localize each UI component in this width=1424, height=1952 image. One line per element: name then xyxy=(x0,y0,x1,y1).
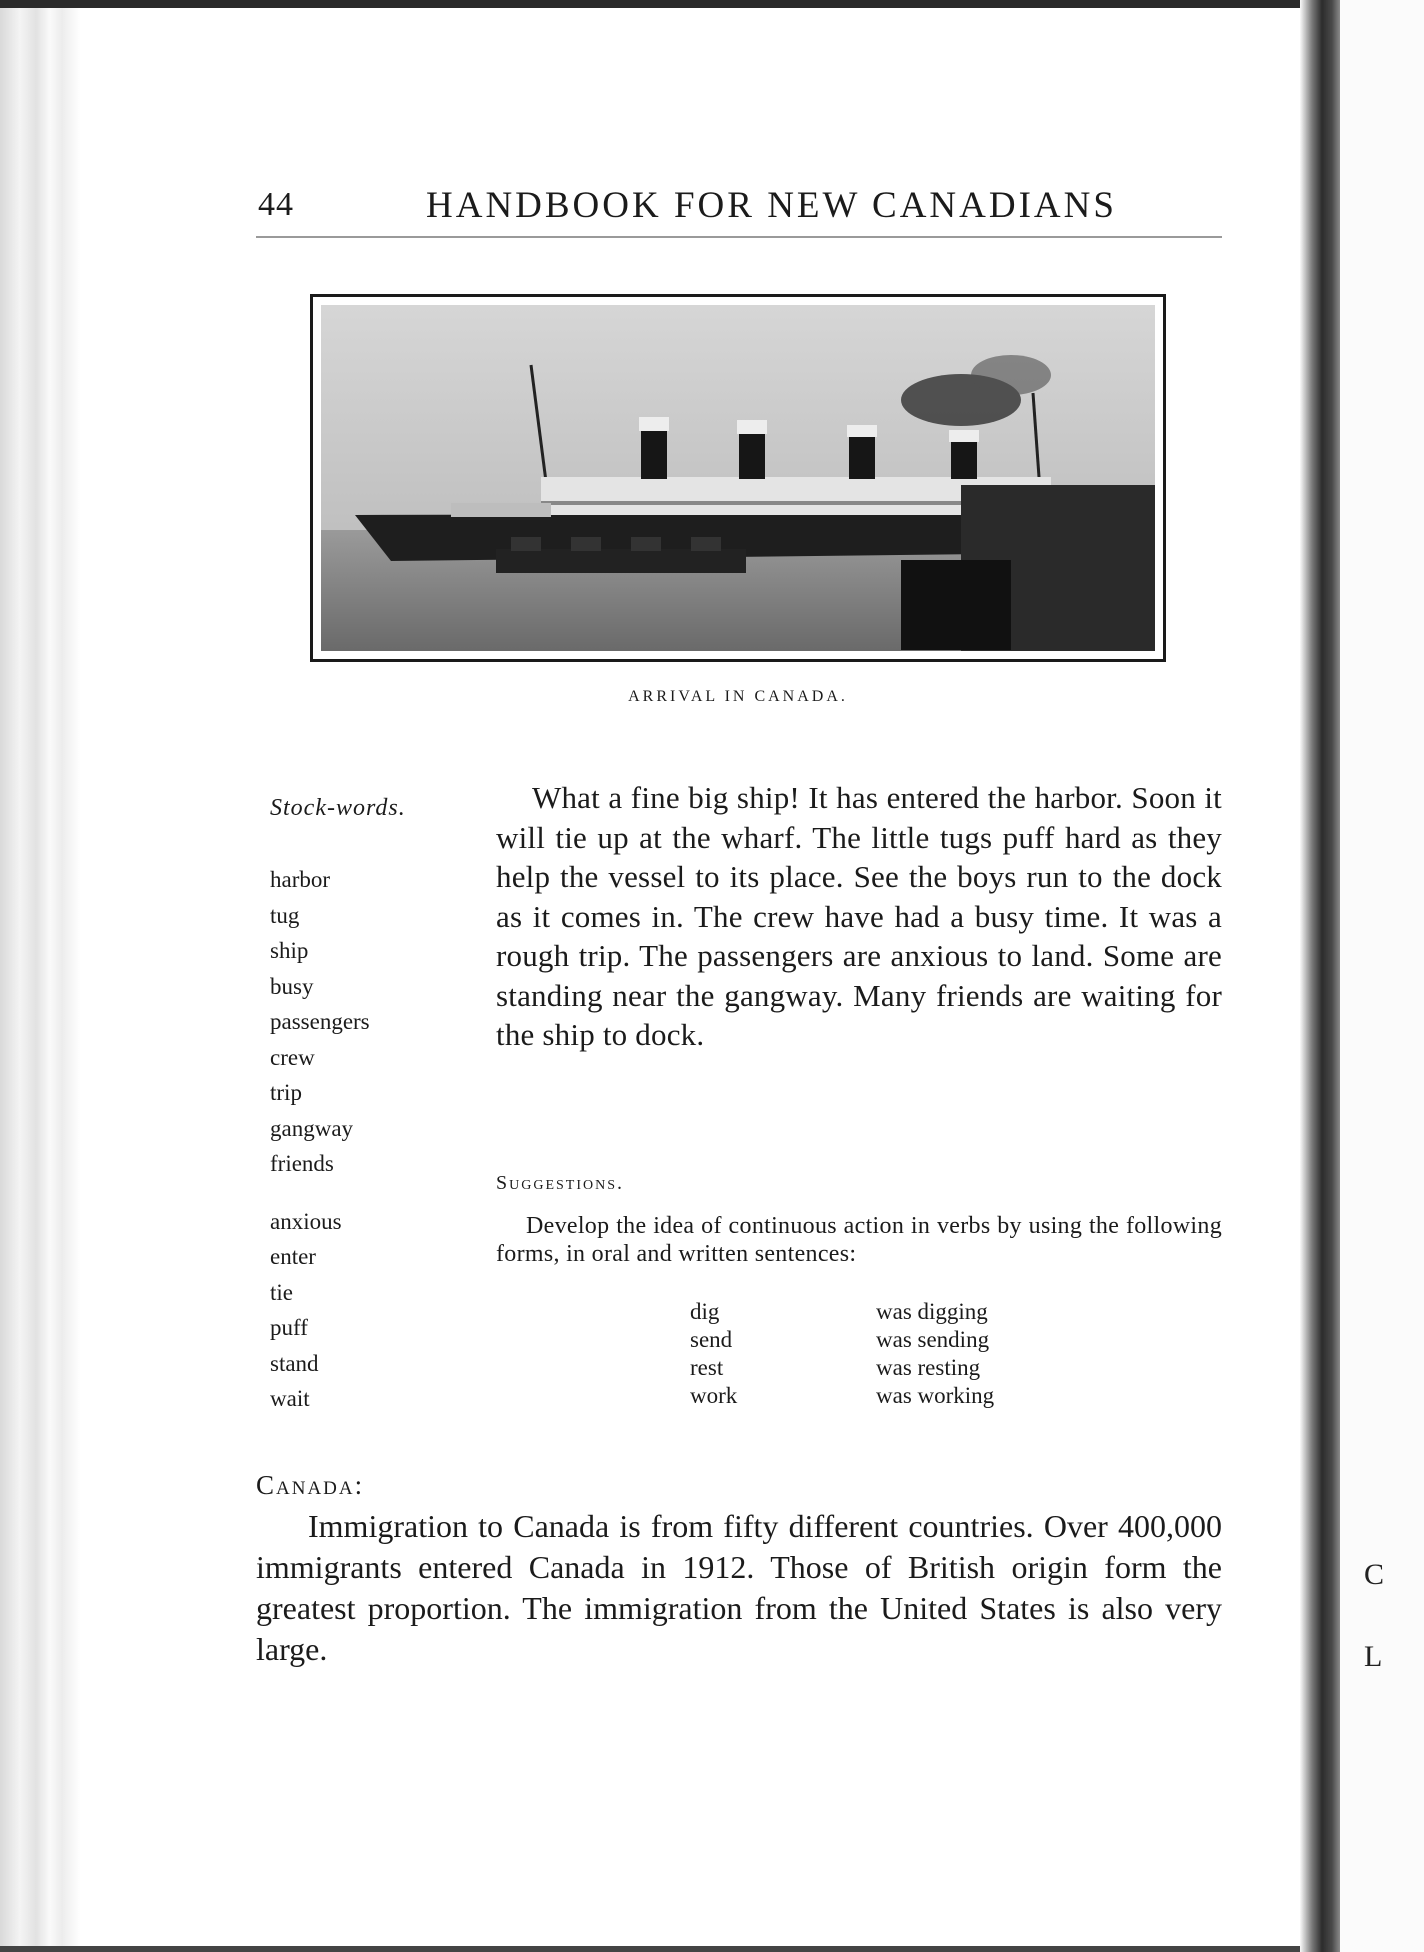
reading-text: What a fine big ship! It has entered the harbor. Soon it will tie up at the wharf. The little tugs puff hard as they help the vessel to its place. See the boys run to the dock as it comes in. The crew have had a busy time. It was a rough trip. The passengers are anxious to land. Some are standing near the gangway. Many friends are waiting for the ship to dock. xyxy=(496,780,1222,1052)
stock-words-list xyxy=(270,862,370,1417)
stock-word: wait xyxy=(270,1386,310,1411)
facing-page-fragment: L xyxy=(1364,1640,1383,1673)
verb-progressive: was sending xyxy=(876,1327,990,1352)
ocean-liner-illustration xyxy=(321,305,1155,651)
facing-page-edge xyxy=(1340,0,1424,1952)
verb-progressive: was working xyxy=(876,1383,995,1408)
stock-word: ship xyxy=(270,938,309,963)
verb-row xyxy=(690,1326,994,1354)
canada-section xyxy=(256,1506,1222,1670)
stock-word: passengers xyxy=(270,1009,370,1034)
stock-word: crew xyxy=(270,1044,315,1070)
suggestions-heading: Suggestions. xyxy=(496,1172,625,1194)
suggestions-text: Develop the idea of continuous action in verbs by using the following forms, in oral and written sentences: xyxy=(496,1213,1222,1267)
stock-word: tug xyxy=(270,902,300,928)
verb-base: dig xyxy=(690,1299,720,1324)
stock-word: stand xyxy=(270,1350,319,1376)
verb-base: send xyxy=(690,1327,733,1352)
stock-word: tie xyxy=(270,1279,293,1305)
stock-word: enter xyxy=(270,1244,316,1269)
page-header xyxy=(256,176,1222,238)
reading-passage xyxy=(496,778,1222,1055)
stock-word: anxious xyxy=(270,1208,342,1234)
stock-word: friends xyxy=(270,1151,334,1176)
stock-word: harbor xyxy=(270,867,331,892)
verb-forms-table xyxy=(690,1298,994,1410)
canada-text: Immigration to Canada is from fifty different countries. Over 400,000 immigrants entered Canada in 1912. Those of British origin form the greatest proportion. The immigration from the United States is also very large. xyxy=(256,1508,1222,1667)
scan-top-edge xyxy=(0,0,1424,8)
stock-word: busy xyxy=(270,973,314,999)
suggestions-body xyxy=(496,1212,1222,1268)
verb-row xyxy=(690,1354,994,1382)
facing-page-fragment: C xyxy=(1364,1558,1385,1591)
verb-base: work xyxy=(690,1383,738,1408)
ship-photo xyxy=(310,294,1166,662)
scan-bottom-edge xyxy=(0,1946,1424,1952)
verb-progressive: was digging xyxy=(876,1299,988,1324)
stock-word: gangway xyxy=(270,1115,354,1141)
verb-base: rest xyxy=(690,1355,724,1380)
running-head: HANDBOOK FOR NEW CANADIANS xyxy=(426,185,1117,226)
list-gap xyxy=(270,1182,370,1204)
book-spine xyxy=(1300,0,1340,1952)
page-number: 44 xyxy=(258,186,294,223)
stock-words-heading: Stock-words. xyxy=(270,795,406,821)
photo-caption: ARRIVAL IN CANADA. xyxy=(628,688,848,705)
verb-row xyxy=(690,1298,994,1326)
verb-progressive: was resting xyxy=(876,1355,981,1380)
verb-row xyxy=(690,1382,994,1410)
stock-word: trip xyxy=(270,1080,302,1105)
stock-word: puff xyxy=(270,1315,308,1340)
page-gutter-edge xyxy=(0,0,80,1952)
canada-heading: Canada: xyxy=(256,1470,365,1500)
